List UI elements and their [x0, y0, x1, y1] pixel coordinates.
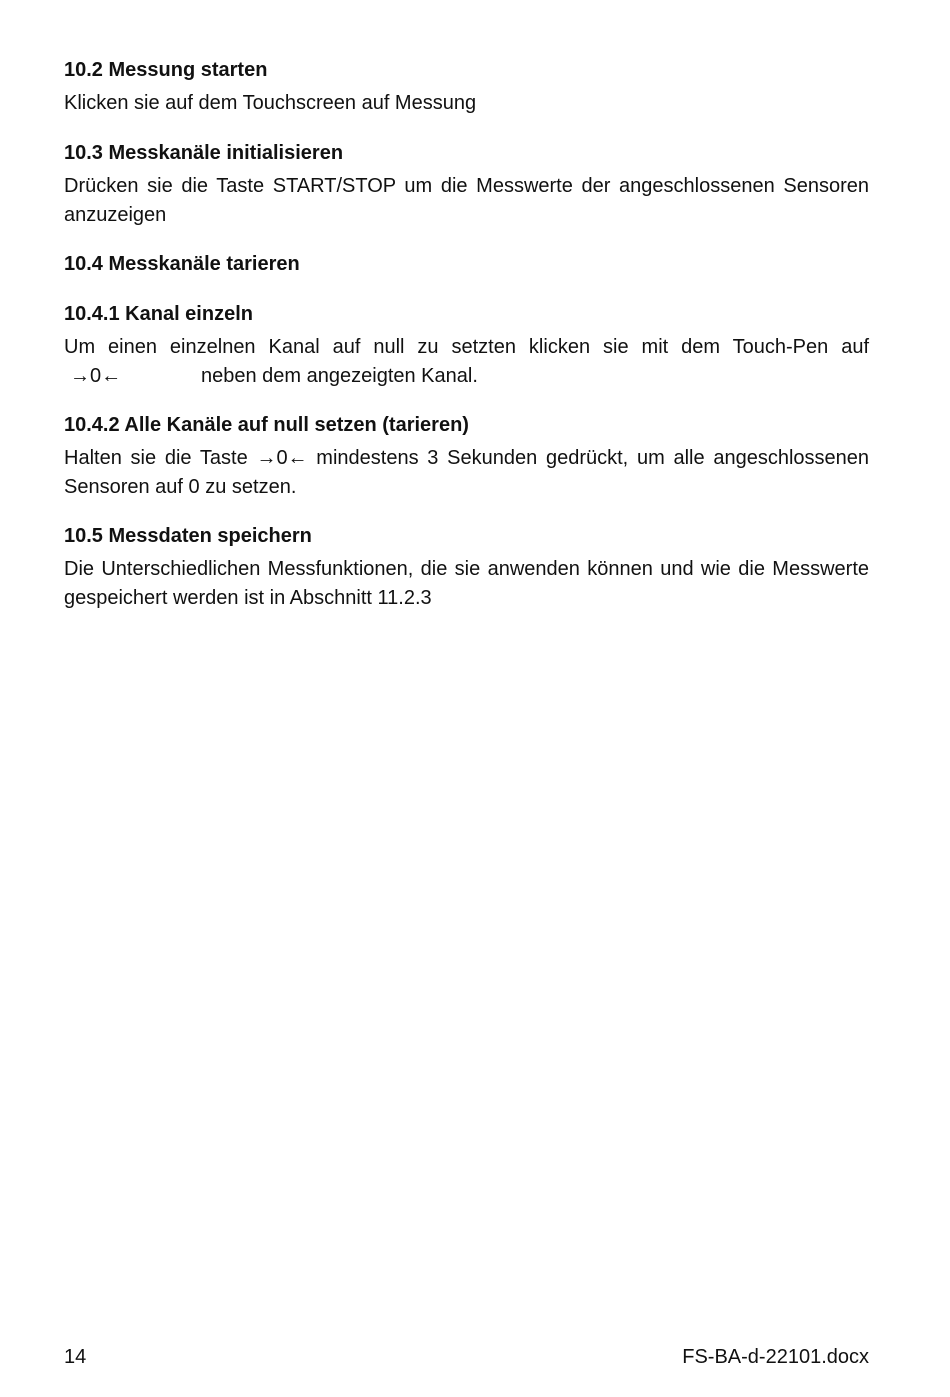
paragraph-10-5: Die Unterschiedlichen Messfunktionen, die sie anwenden können und wie die Messwerte gespeichert werden ist in Abschnitt 11.2.3	[64, 558, 869, 609]
document-filename: FS-BA-d-22101.docx	[682, 1346, 869, 1368]
paragraph-10-4-1-text2: neben dem angezeigten Kanal.	[201, 365, 478, 387]
paragraph-10-3: Drücken sie die Taste START/STOP um die Messwerte der angeschlossenen Sensoren anzuzeigen	[64, 175, 869, 226]
tare-symbol: →0←	[256, 447, 308, 469]
heading-10-4-2: 10.4.2 Alle Kanäle auf null setzen (tarieren)	[64, 414, 469, 436]
heading-10-2: 10.2 Messung starten	[64, 59, 268, 81]
paragraph-10-4-1-line2	[64, 362, 869, 391]
heading-10-3: 10.3 Messkanäle initialisieren	[64, 142, 344, 164]
paragraph-10-4-2-before: Halten sie die Taste	[64, 447, 248, 469]
heading-10-4: 10.4 Messkanäle tarieren	[64, 253, 300, 275]
paragraph-10-4-2	[64, 444, 869, 502]
heading-10-4-1: 10.4.1 Kanal einzeln	[64, 303, 253, 325]
page-number: 14	[64, 1346, 87, 1368]
heading-10-5: 10.5 Messdaten speichern	[64, 525, 312, 547]
paragraph-10-4-1-line1: Um einen einzelnen Kanal auf null zu setzten klicken sie mit dem Touch-Pen auf	[64, 336, 869, 358]
tare-symbol: →0←	[70, 365, 122, 387]
paragraph-10-2: Klicken sie auf dem Touchscreen auf Messung	[64, 92, 477, 114]
paragraph-10-4-2-after: mindestens 3 Sekunden gedrückt, um alle angeschlossenen Sensoren auf 0 zu setzen.	[64, 447, 869, 498]
